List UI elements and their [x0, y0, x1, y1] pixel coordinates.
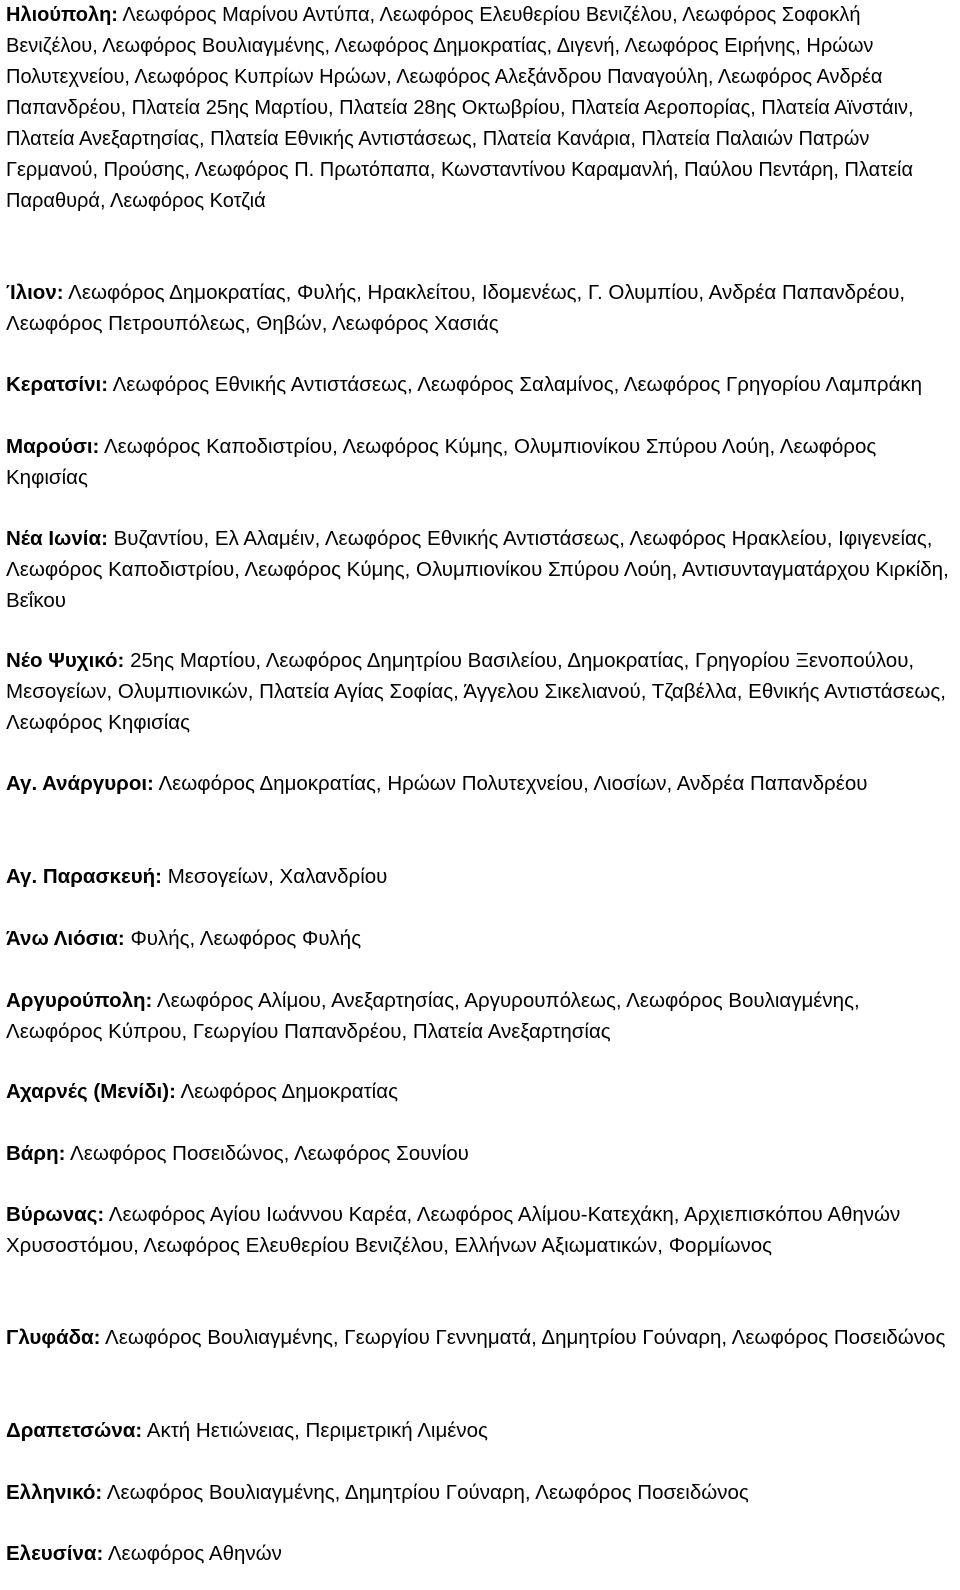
entry-streets: Λεωφόρος Αθηνών	[103, 1542, 282, 1565]
entry-term: Αργυρούπολη:	[6, 989, 153, 1012]
entry-marousi	[6, 431, 954, 493]
entry-drapetsona	[6, 1415, 954, 1446]
entry-streets: Λεωφόρος Δημοκρατίας, Ηρώων Πολυτεχνείου, Λιοσίων, Ανδρέα Παπανδρέου	[153, 772, 868, 795]
entry-term: Βάρη:	[6, 1142, 66, 1165]
entry-term: Αγ. Ανάργυροι:	[6, 772, 154, 795]
entry-streets: Λεωφόρος Ποσειδώνος, Λεωφόρος Σουνίου	[65, 1142, 469, 1165]
entry-glyfada	[6, 1322, 954, 1353]
entry-streets: Μεσογείων, Χαλανδρίου	[162, 865, 388, 888]
entry-term: Κερατσίνι:	[6, 373, 109, 396]
entry-ilioupoli	[6, 0, 954, 217]
entry-ilion	[6, 277, 954, 339]
entry-term: Αγ. Παρασκευή:	[6, 865, 162, 888]
entry-vyronas	[6, 1199, 954, 1261]
entry-term: Άνω Λιόσια:	[6, 927, 125, 950]
entry-term: Δραπετσώνα:	[6, 1419, 143, 1442]
entry-elefsina	[6, 1538, 954, 1569]
entry-argyroupoli	[6, 985, 954, 1047]
entry-streets: Λεωφόρος Μαρίνου Αντύπα, Λεωφόρος Ελευθερίου Βενιζέλου, Λεωφόρος Σοφοκλή Βενιζέλου, Λεωφόρος Βουλιαγμένης, Λεωφόρος Δημοκρατίας, Διγενή, Λεωφόρος Ειρήνης, Ηρώων Πολυτεχνείου, Λεωφόρος Κυπρίων Ηρώων, Λεωφόρος Αλεξάνδρου Παναγούλη, Λεωφόρος Ανδρέα Παπανδρέου, Πλατεία 25ης Μαρτίου, Πλατεία 28ης Οκτωβρίου, Πλατεία Αεροπορίας, Πλατεία Αϊνστάιν, Πλατεία Ανεξαρτησίας, Πλατεία Εθνικής Αντιστάσεως, Πλατεία Κανάρια, Πλατεία Παλαιών Πατρών Γερμανού, Προύσης, Λεωφόρος Π. Πρωτόπαπα, Κωνσταντίνου Καραμανλή, Παύλου Πεντάρη, Πλατεία Παραθυρά, Λεωφόρος Κοτζιά	[6, 4, 914, 212]
entry-term: Ηλιούπολη:	[6, 4, 118, 26]
entry-streets: Λεωφόρος Βουλιαγμένης, Δημητρίου Γούναρη, Λεωφόρος Ποσειδώνος	[102, 1481, 749, 1504]
entry-streets: Λεωφόρος Δημοκρατίας, Φυλής, Ηρακλείτου, Ιδομενέως, Γ. Ολυμπίου, Ανδρέα Παπανδρέου, Λεωφόρος Πετρουπόλεως, Θηβών, Λεωφόρος Χασιάς	[6, 281, 906, 335]
entry-term: Βύρωνας:	[6, 1203, 105, 1226]
entry-streets: Λεωφόρος Δημοκρατίας	[175, 1080, 398, 1103]
entry-streets: Λεωφόρος Αγίου Ιωάννου Καρέα, Λεωφόρος Αλίμου-Κατεχάκη, Αρχιεπισκόπου Αθηνών Χρυσοστόμου, Λεωφόρος Ελευθερίου Βενιζέλου, Ελλήνων Αξιωματικών, Φορμίωνος	[6, 1203, 901, 1257]
entry-acharnes	[6, 1076, 954, 1107]
entry-term: Ελευσίνα:	[6, 1542, 104, 1565]
entry-ag-paraskevi	[6, 861, 954, 892]
entry-streets: Λεωφόρος Καποδιστρίου, Λεωφόρος Κύμης, Ολυμπιονίκου Σπύρου Λούη, Λεωφόρος Κηφισίας	[6, 435, 877, 489]
entry-term: Μαρούσι:	[6, 435, 100, 458]
entry-nea-ionia	[6, 523, 954, 616]
entry-streets: Ακτή Ηετιώνειας, Περιμετρική Λιμένος	[142, 1419, 488, 1442]
entry-ano-liosia	[6, 923, 954, 954]
entry-term: Γλυφάδα:	[6, 1326, 101, 1349]
entry-streets: Λεωφόρος Εθνικής Αντιστάσεως, Λεωφόρος Σαλαμίνος, Λεωφόρος Γρηγορίου Λαμπράκη	[108, 373, 923, 396]
entry-streets: Λεωφόρος Αλίμου, Ανεξαρτησίας, Αργυρουπόλεως, Λεωφόρος Βουλιαγμένης, Λεωφόρος Κύπρου, Γεωργίου Παπανδρέου, Πλατεία Ανεξαρτησίας	[6, 989, 860, 1043]
entry-term: Ελληνικό:	[6, 1481, 103, 1504]
entry-term: Αχαρνές (Μενίδι):	[6, 1080, 176, 1103]
entry-term: Νέο Ψυχικό:	[6, 649, 125, 672]
entry-term: Ίλιον:	[6, 281, 64, 304]
entry-streets: Βυζαντίου, Ελ Αλαμέιν, Λεωφόρος Εθνικής Αντιστάσεως, Λεωφόρος Ηρακλείου, Ιφιγενείας, Λεωφόρος Καποδιστρίου, Λεωφόρος Κύμης, Ολυμπιονίκου Σπύρου Λούη, Αντισυνταγματάρχου Κιρκίδη, Βεΐκου	[6, 527, 949, 612]
entry-keratsini	[6, 369, 954, 400]
entry-streets: Φυλής, Λεωφόρος Φυλής	[124, 927, 362, 950]
entry-streets: 25ης Μαρτίου, Λεωφόρος Δημητρίου Βασιλείου, Δημοκρατίας, Γρηγορίου Ξενοπούλου, Μεσογείων, Ολυμπιονικών, Πλατεία Αγίας Σοφίας, Άγγελου Σικελιανού, Τζαβέλλα, Εθνικής Αντιστάσεως, Λεωφόρος Κηφισίας	[6, 649, 947, 734]
entry-neo-psychiko	[6, 645, 954, 738]
entry-elliniko	[6, 1477, 954, 1508]
entry-term: Νέα Ιωνία:	[6, 527, 108, 550]
entry-ag-anargyroi	[6, 768, 954, 799]
entry-vari	[6, 1138, 954, 1169]
entry-streets: Λεωφόρος Βουλιαγμένης, Γεωργίου Γεννηματά, Δημητρίου Γούναρη, Λεωφόρος Ποσειδώνος	[100, 1326, 946, 1349]
